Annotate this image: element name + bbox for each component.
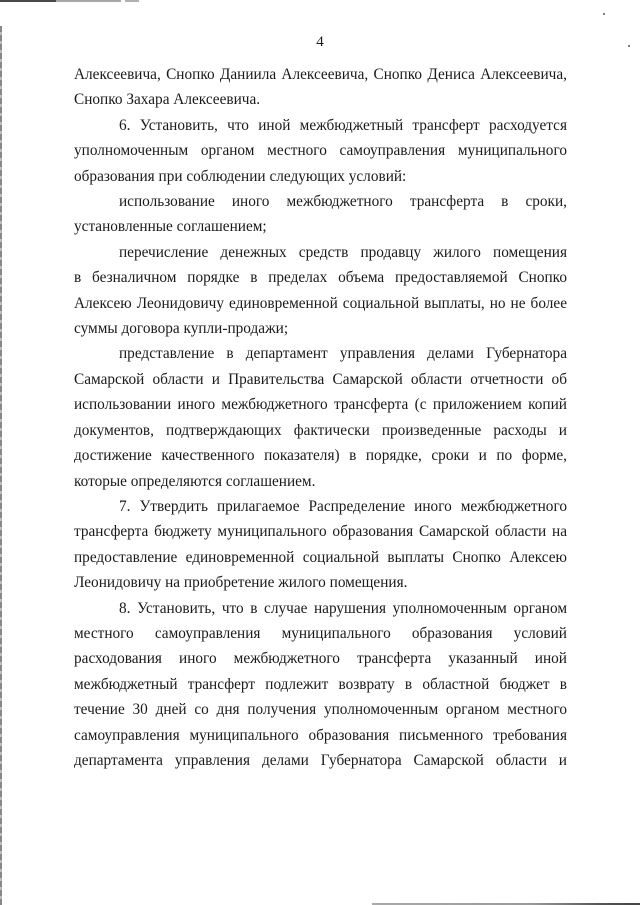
- text-line: трансферта бюджету муниципального образования Самарской области на: [74, 523, 567, 541]
- text-line: представление в департамент управления делами Губернатора: [119, 345, 567, 363]
- text-line: установленные соглашением;: [74, 218, 267, 236]
- text-line: течение 30 дней со дня получения уполномоченным органом местного: [74, 701, 567, 719]
- text-line: департамента управления делами Губернатора Самарской области и: [74, 751, 567, 769]
- text-line: расходования иного межбюджетного трансферта указанный иной: [74, 650, 567, 668]
- text-line: Алексею Леонидовичу единовременной социальной выплаты, но не более: [74, 294, 567, 312]
- text-line: перечисление денежных средств продавцу жилого помещения: [119, 243, 567, 261]
- text-line: самоуправления муниципального образования письменного требования: [74, 726, 567, 744]
- text-line: которые определяются соглашением.: [74, 472, 316, 490]
- scan-top-edge-dark: [0, 0, 56, 2]
- paragraph-item-6-condition-2: [74, 240, 567, 342]
- text-line: Самарской области и Правительства Самарской области отчетности об: [74, 370, 567, 388]
- text-line: 8. Установить, что в случае нарушения уполномоченным органом: [119, 599, 567, 617]
- paragraph-item-8: [74, 596, 567, 774]
- text-line: использование иного межбюджетного трансферта в сроки,: [119, 193, 567, 211]
- text-line: документов, подтверждающих фактически произведенные расходы и: [74, 421, 567, 439]
- document-body: [74, 62, 567, 773]
- paragraph-item-6: [74, 113, 567, 189]
- text-line: использовании иного межбюджетного трансферта (с приложением копий: [74, 396, 567, 414]
- page-number: 4: [316, 34, 324, 50]
- text-line: межбюджетный трансферт подлежит возврату в областной бюджет в: [74, 675, 567, 693]
- text-line: 6. Установить, что иной межбюджетный трансферт расходуется: [119, 116, 567, 134]
- paragraph-continuation: [74, 62, 567, 113]
- scan-top-edge-light: [56, 0, 121, 2]
- paragraph-item-6-condition-3: [74, 341, 567, 493]
- scan-top-edge-tick: [125, 0, 139, 2]
- text-line: Снопко Захара Алексеевича.: [74, 91, 261, 109]
- paragraph-item-7: [74, 494, 567, 596]
- text-line: уполномоченным органом местного самоуправления муниципального: [74, 142, 567, 160]
- text-line: Леонидовичу на приобретение жилого помещения.: [74, 574, 408, 592]
- scan-left-edge: [0, 26, 2, 905]
- text-line: достижение качественного показателя) в порядке, сроки и по форме,: [74, 447, 567, 465]
- text-line: 7. Утвердить прилагаемое Распределение иного межбюджетного: [119, 497, 567, 515]
- text-line: Алексеевича, Снопко Даниила Алексеевича, Снопко Дениса Алексеевича,: [74, 66, 567, 83]
- paragraph-item-6-condition-1: [74, 189, 567, 240]
- scan-speck: [603, 13, 605, 15]
- text-line: предоставление единовременной социальной выплаты Снопко Алексею: [74, 548, 567, 566]
- text-line: суммы договора купли-продажи;: [74, 320, 289, 338]
- text-line: образования при соблюдении следующих условий:: [74, 167, 407, 185]
- text-line: в безналичном порядке в пределах объема предоставляемой Снопко: [74, 269, 567, 287]
- text-line: местного самоуправления муниципального образования условий: [74, 624, 567, 642]
